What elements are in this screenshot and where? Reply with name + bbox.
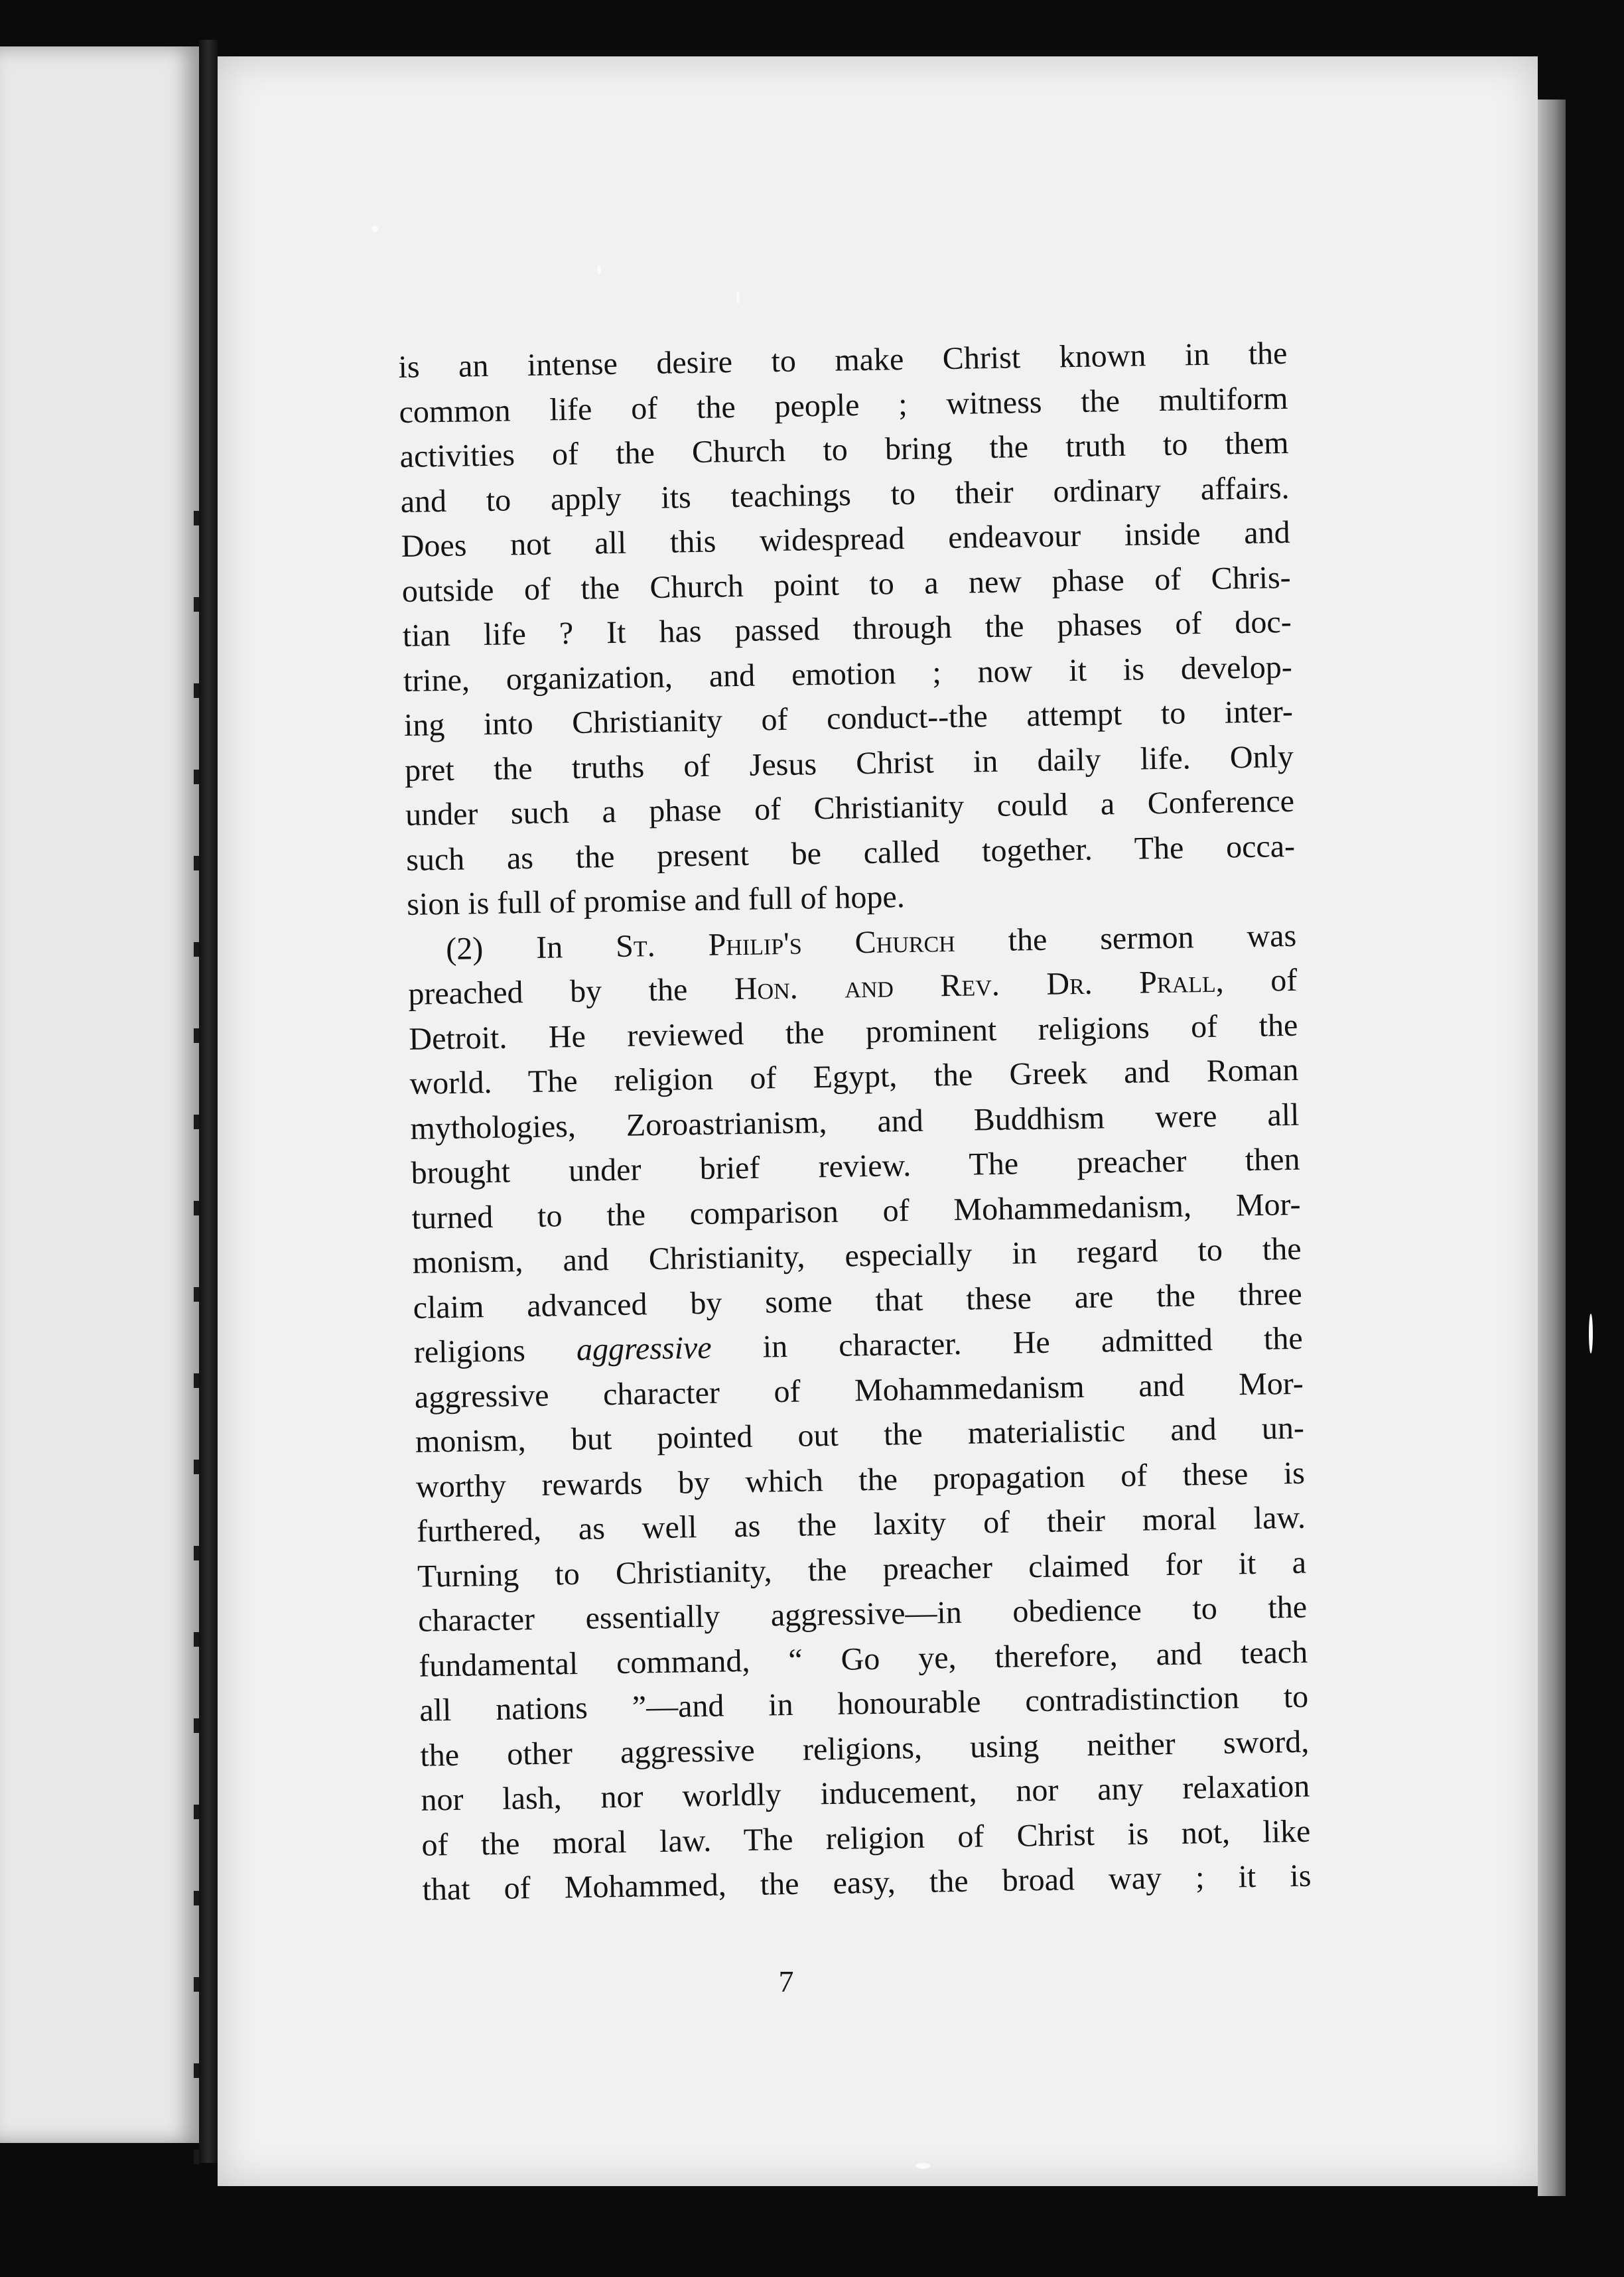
text-line: nor lash, nor worldly inducement, nor any relaxation — [421, 1768, 1310, 1818]
text-line: Turning to Christianity, the preacher claimed for it a — [417, 1545, 1307, 1594]
text-line: worthy rewards by which the propagation of these is — [415, 1455, 1306, 1505]
text-line: and to apply its teachings to their ordinary affairs. — [400, 470, 1290, 519]
text-line: trine, organization, and emotion ; now it is develop- — [403, 649, 1293, 699]
text-fragment: religions — [413, 1332, 577, 1370]
text-line: of the moral law. The religion of Christ is not, like — [421, 1813, 1311, 1863]
text-line: fundamental command, “ Go ye, therefore, and teach — [418, 1634, 1308, 1684]
page-edge-shadow — [1538, 100, 1566, 2196]
book-gutter — [199, 40, 218, 2163]
text-line: character essentially aggressive—in obedience to the — [417, 1589, 1308, 1639]
text-line: outside of the Church point to a new phase of Chris- — [401, 559, 1292, 609]
text-line: such as the present be called together. The occa- — [405, 828, 1296, 878]
text-line: all nations ”—and in honourable contradistinction to — [419, 1679, 1309, 1728]
text-line: activities of the Church to bring the truth to them — [399, 425, 1289, 474]
text-line: Does not all this widespread endeavour inside and — [401, 514, 1291, 564]
text-line: the other aggressive religions, using neither sword, — [419, 1724, 1310, 1773]
text-fragment: the sermon was — [955, 918, 1297, 959]
text-line: mythologies, Zoroastrianism, and Buddhism were all — [410, 1097, 1300, 1146]
text-line: is an intense desire to make Christ known in the — [398, 335, 1288, 385]
text-line-paragraph-end: sion is full of promise and full of hope. — [406, 879, 906, 922]
text-line: furthered, as well as the laxity of their moral law. — [416, 1499, 1306, 1549]
paragraph-number: (2) In — [445, 928, 616, 967]
text-line: common life of the people ; witness the multiform — [399, 380, 1288, 430]
text-line: ing into Christianity of conduct--the attempt to inter- — [403, 693, 1294, 743]
text-line: aggressive character of Mohammedanism and Mor- — [414, 1365, 1304, 1415]
text-line: world. The religion of Egypt, the Greek and Roman — [409, 1052, 1299, 1101]
text-line: tian life ? It has passed through the phases of doc- — [402, 604, 1292, 654]
italic-word: aggressive — [576, 1330, 712, 1367]
text-line: pret the truths of Jesus Christ in daily life. Only — [404, 738, 1294, 788]
text-fragment: in character. He admitted the — [711, 1320, 1304, 1365]
text-line: claim advanced by some that these are the three — [413, 1276, 1303, 1326]
text-line: Detroit. He reviewed the prominent religions of the — [409, 1007, 1298, 1057]
page-number: 7 — [778, 1965, 794, 1998]
previous-page-fragment — [0, 46, 199, 2143]
previous-page-text-edge — [190, 511, 199, 2037]
text-line: turned to the comparison of Mohammedanism, Mor- — [411, 1186, 1301, 1236]
text-line: under such a phase of Christianity could a Conference — [405, 783, 1295, 833]
preacher-name: Hon. and Rev. Dr. Prall, — [734, 963, 1225, 1007]
church-name: St. Philip's Church — [615, 923, 956, 964]
text-line: monism, but pointed out the materialistic and un- — [415, 1410, 1305, 1460]
text-line: that of Mohammed, the easy, the broad way ; it is — [422, 1858, 1312, 1907]
text-line: brought under brief review. The preacher then — [411, 1141, 1300, 1191]
text-fragment: preached by the — [407, 971, 735, 1012]
text-line: monism, and Christianity, especially in regard to the — [412, 1231, 1302, 1280]
text-fragment: of — [1223, 962, 1298, 999]
page-text-block — [398, 331, 1312, 1912]
